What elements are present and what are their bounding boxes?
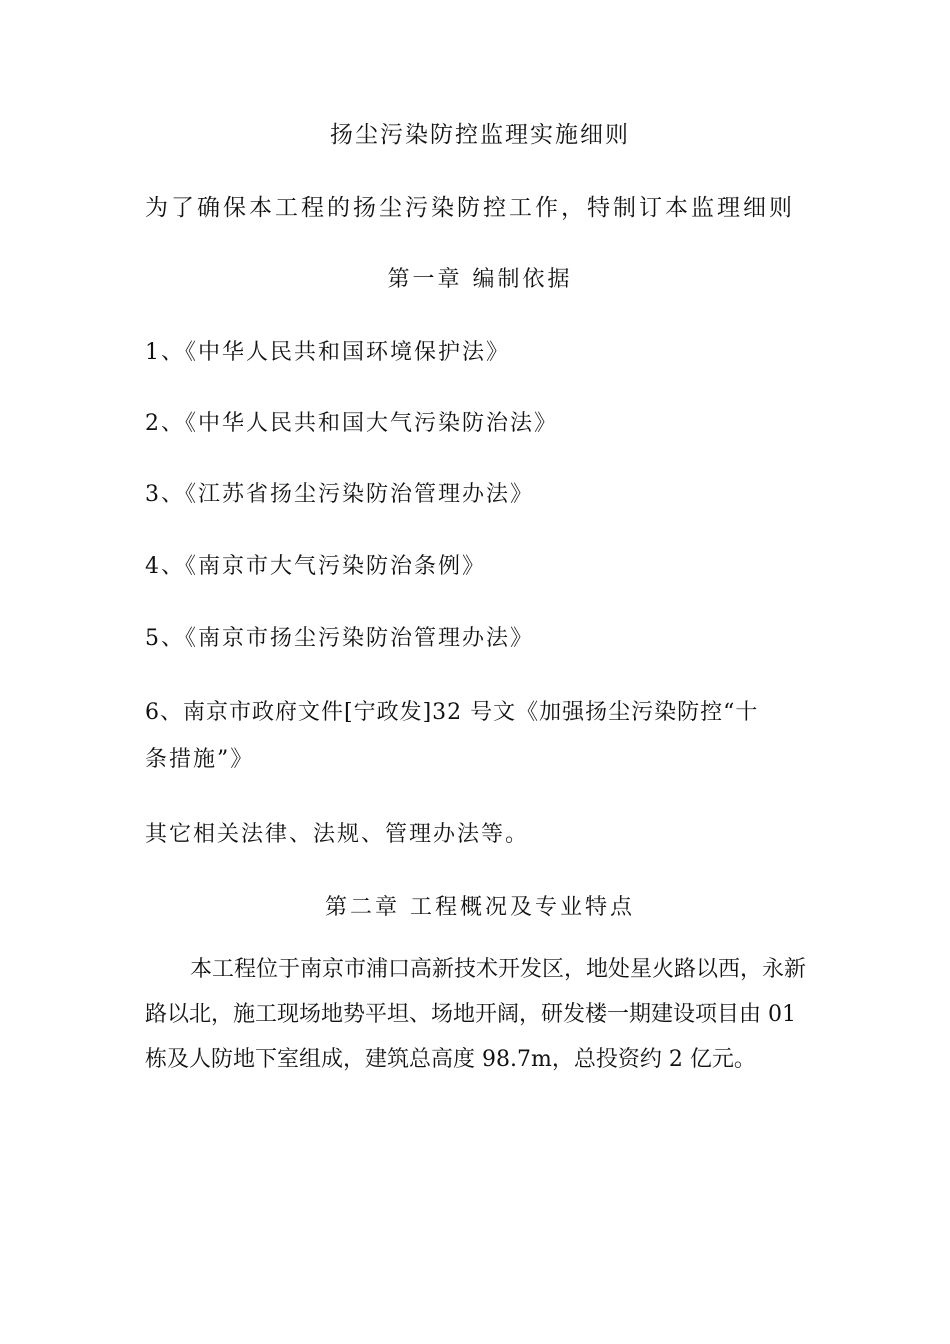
chapter1-heading: 第一章 编制依据: [387, 267, 573, 292]
intro-text: 为了确保本工程的扬尘污染防控工作，特制订本监理细则: [145, 195, 795, 221]
other-references: 其它相关法律、法规、管理办法等。: [145, 822, 530, 847]
project-overview-line: 本工程位于南京市浦口高新技术开发区，地处星火路以西，永新: [190, 957, 807, 982]
document-title: 扬尘污染防控监理实施细则: [330, 122, 630, 148]
reference-item: 1、《中华人民共和国环境保护法》: [145, 340, 510, 365]
reference-item: 4、《南京市大气污染防治条例》: [145, 554, 486, 579]
project-overview-line: 路以北，施工现场地势平坦、场地开阔，研发楼一期建设项目由 01: [145, 1002, 796, 1027]
reference-item: 6、南京市政府文件[宁政发]32 号文《加强扬尘污染防控“十: [145, 700, 759, 725]
reference-item: 2、《中华人民共和国大气污染防治法》: [145, 411, 558, 436]
reference-item: 5、《南京市扬尘污染防治管理办法》: [145, 626, 534, 651]
reference-item: 3、《江苏省扬尘污染防治管理办法》: [145, 482, 534, 507]
project-overview-line: 栋及人防地下室组成，建筑总高度 98.7m，总投资约 2 亿元。: [145, 1047, 756, 1072]
reference-item-continuation: 条措施”》: [145, 747, 255, 772]
chapter2-heading: 第二章 工程概况及专业特点: [325, 895, 635, 920]
